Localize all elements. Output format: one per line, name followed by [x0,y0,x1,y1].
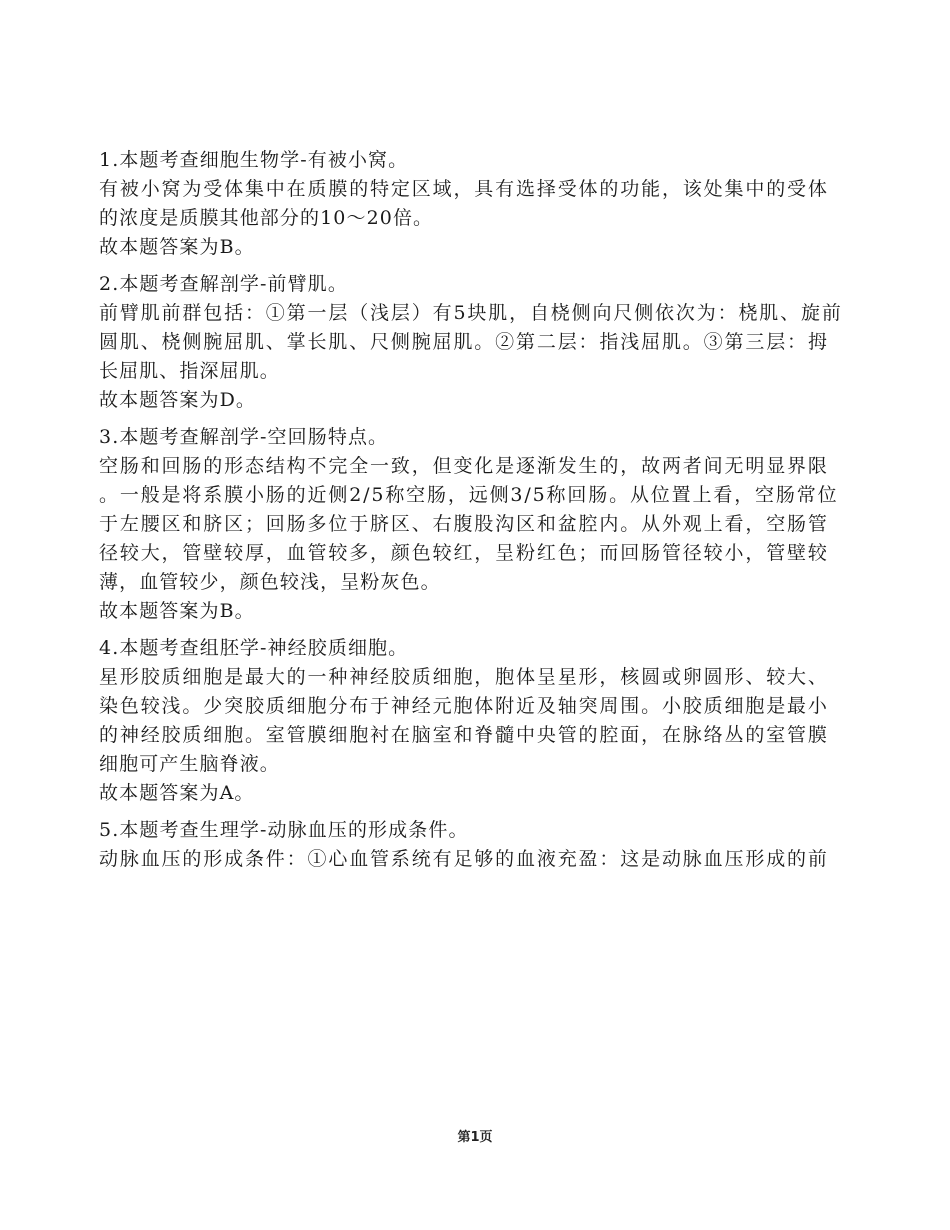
section-1 [99,146,869,262]
section-heading: 5.本题考查生理学-动脉血压的形成条件。 [99,819,469,841]
answer-line: 故本题答案为D。 [99,389,257,411]
body-line: 。一般是将系膜小肠的近侧2/5称空肠，远侧3/5称回肠。从位置上看，空肠常位 [99,484,839,506]
section-heading: 1.本题考查细胞生物学-有被小窝。 [99,149,409,171]
body-line: 细胞可产生脑脊液。 [99,753,280,775]
answer-line: 故本题答案为B。 [99,236,255,258]
section-heading: 2.本题考查解剖学-前臂肌。 [99,273,348,295]
body-line: 空肠和回肠的形态结构不完全一致，但变化是逐渐发生的，故两者间无明显界限 [99,455,829,477]
answer-line: 故本题答案为B。 [99,600,255,622]
body-line: 长屈肌、指深屈肌。 [99,360,280,382]
section-4 [99,634,869,808]
body-line: 染色较浅。少突胶质细胞分布于神经元胞体附近及轴突周围。小胶质细胞是最小 [99,695,829,717]
body-line: 动脉血压的形成条件：①心血管系统有足够的血液充盈：这是动脉血压形成的前 [99,848,829,870]
body-line: 星形胶质细胞是最大的一种神经胶质细胞，胞体呈星形，核圆或卵圆形、较大、 [99,666,829,688]
body-line: 薄，血管较少，颜色较浅，呈粉灰色。 [99,571,441,593]
section-heading: 4.本题考查组胚学-神经胶质细胞。 [99,637,409,659]
body-line: 径较大，管壁较厚，血管较多，颜色较红，呈粉红色；而回肠管径较小，管壁较 [99,542,829,564]
page-number: 第1页 [457,1130,493,1145]
section-2 [99,270,869,415]
answer-line: 故本题答案为A。 [99,782,255,804]
section-heading: 3.本题考查解剖学-空回肠特点。 [99,426,389,448]
body-line: 圆肌、桡侧腕屈肌、掌长肌、尺侧腕屈肌。②第二层：指浅屈肌。③第三层：拇 [99,331,829,353]
section-5 [99,816,869,874]
body-line: 的浓度是质膜其他部分的10～20倍。 [99,207,434,229]
body-line: 于左腰区和脐区；回肠多位于脐区、右腹股沟区和盆腔内。从外观上看，空肠管 [99,513,829,535]
body-line: 的神经胶质细胞。室管膜细胞衬在脑室和脊髓中央管的腔面，在脉络丛的室管膜 [99,724,829,746]
body-line: 有被小窝为受体集中在质膜的特定区域，具有选择受体的功能，该处集中的受体 [99,178,829,200]
body-line: 前臂肌前群包括：①第一层（浅层）有5块肌，自桡侧向尺侧依次为：桡肌、旋前 [99,302,843,324]
section-3 [99,423,869,626]
document-body [99,146,869,874]
